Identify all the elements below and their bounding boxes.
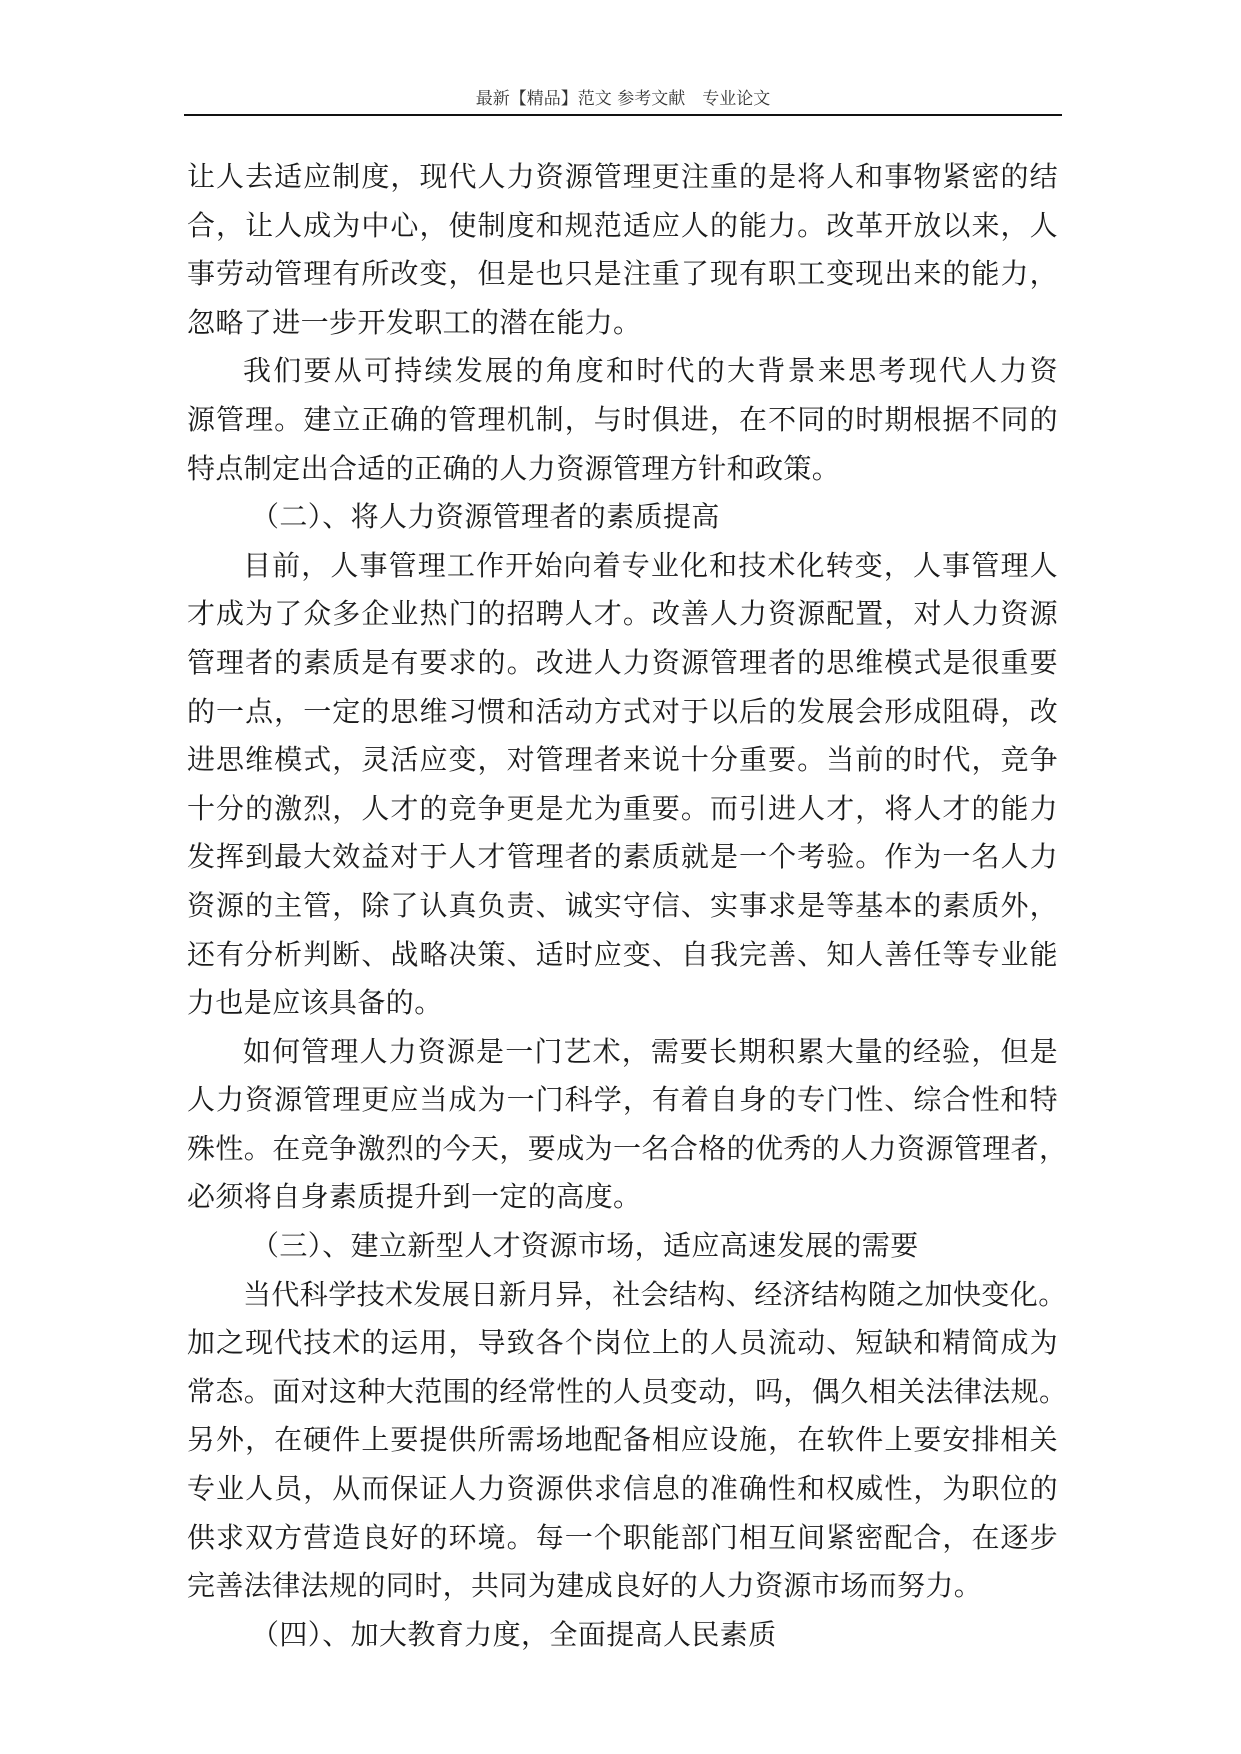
text-line: 才成为了众多企业热门的招聘人才。改善人力资源配置，对人力资源 — [187, 597, 1058, 631]
text-line: 常态。面对这种大范围的经常性的人员变动，吗，偶久相关法律法规。 — [187, 1374, 1068, 1408]
header-rule — [184, 114, 1062, 116]
section-heading: （四）、加大教育力度，全面提高人民素质 — [251, 1617, 777, 1651]
text-line: 还有分析判断、战略决策、适时应变、自我完善、知人善任等专业能 — [187, 937, 1058, 971]
text-line: 源管理。建立正确的管理机制，与时俱进，在不同的时期根据不同的 — [187, 402, 1058, 436]
text-line: 特点制定出合适的正确的人力资源管理方针和政策。 — [187, 451, 841, 485]
text-line: 目前，人事管理工作开始向着专业化和技术化转变，人事管理人 — [243, 548, 1058, 582]
text-line: 另外，在硬件上要提供所需场地配备相应设施，在软件上要安排相关 — [187, 1423, 1058, 1457]
text-line: 我们要从可持续发展的角度和时代的大背景来思考现代人力资 — [243, 354, 1058, 388]
section-heading: （三）、建立新型人才资源市场，适应高速发展的需要 — [251, 1229, 919, 1263]
text-line: 事劳动管理有所改变，但是也只是注重了现有职工变现出来的能力， — [187, 257, 1058, 291]
text-line: 资源的主管，除了认真负责、诚实守信、实事求是等基本的素质外， — [187, 888, 1058, 922]
text-line: 管理者的素质是有要求的。改进人力资源管理者的思维模式是很重要 — [187, 645, 1058, 679]
text-line: 力也是应该具备的。 — [187, 986, 443, 1020]
text-line: 人力资源管理更应当成为一门科学，有着自身的专门性、综合性和特 — [187, 1083, 1058, 1117]
page-header: 最新【精品】范文 参考文献 专业论文 — [475, 89, 771, 109]
text-line: 必须将自身素质提升到一定的高度。 — [187, 1180, 642, 1214]
text-line: 合，让人成为中心，使制度和规范适应人的能力。改革开放以来，人 — [187, 208, 1058, 242]
text-line: 供求双方营造良好的环境。每一个职能部门相互间紧密配合，在逐步 — [187, 1520, 1058, 1554]
text-line: 加之现代技术的运用，导致各个岗位上的人员流动、短缺和精简成为 — [187, 1326, 1058, 1360]
text-line: 殊性。在竞争激烈的今天，要成为一名合格的优秀的人力资源管理者， — [187, 1131, 1068, 1165]
text-line: 的一点，一定的思维习惯和活动方式对于以后的发展会形成阻碍，改 — [187, 694, 1058, 728]
document-body — [187, 153, 1068, 1659]
section-heading: （二）、将人力资源管理者的素质提高 — [251, 500, 720, 534]
text-line: 让人去适应制度，现代人力资源管理更注重的是将人和事物紧密的结 — [187, 160, 1058, 193]
text-line: 十分的激烈，人才的竞争更是尤为重要。而引进人才，将人才的能力 — [187, 791, 1058, 825]
text-line: 进思维模式，灵活应变，对管理者来说十分重要。当前的时代，竞争 — [187, 743, 1058, 777]
text-line: 如何管理人力资源是一门艺术，需要长期积累大量的经验，但是 — [243, 1034, 1058, 1068]
text-line: 忽略了进一步开发职工的潜在能力。 — [187, 305, 642, 339]
text-line: 完善法律法规的同时，共同为建成良好的人力资源市场而努力。 — [187, 1569, 983, 1603]
text-line: 发挥到最大效益对于人才管理者的素质就是一个考验。作为一名人力 — [187, 840, 1058, 874]
text-line: 专业人员，从而保证人力资源供求信息的准确性和权威性，为职位的 — [187, 1472, 1058, 1506]
text-line: 当代科学技术发展日新月异，社会结构、经济结构随之加快变化。 — [243, 1277, 1067, 1311]
